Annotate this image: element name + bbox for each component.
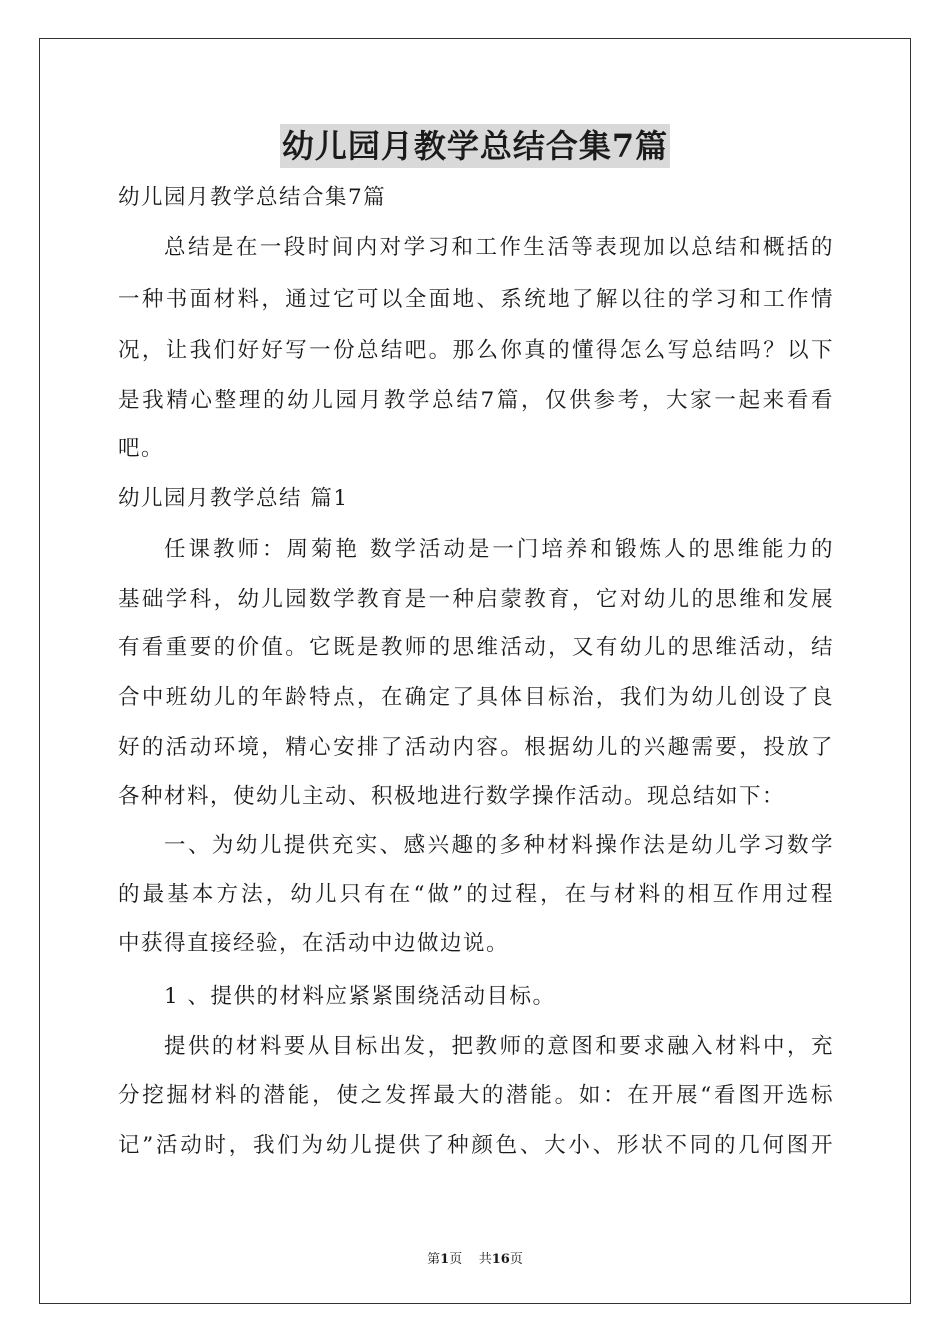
paragraph-line: 一、为幼儿提供充实、感兴趣的多种材料操作法是幼儿学习数学: [164, 833, 834, 858]
paragraph-line: 是我精心整理的幼儿园月教学总结7篇，仅供参考，大家一起来看看: [118, 388, 834, 413]
paragraph-line: 好的活动环境，精心安排了活动内容。根据幼儿的兴趣需要，投放了: [118, 735, 834, 760]
paragraph-line: 的最基本方法，幼儿只有在“做”的过程，在与材料的相互作用过程: [118, 882, 834, 907]
paragraph-line: 吧。: [118, 436, 165, 461]
page-footer: [0, 1248, 950, 1267]
paragraph-line: 总结是在一段时间内对学习和工作生活等表现加以总结和概括的: [164, 235, 834, 260]
total-page-number: 16: [491, 1252, 510, 1267]
paragraph-line: 提供的材料要从目标出发，把教师的意图和要求融入材料中，充: [164, 1034, 834, 1059]
title-container: [0, 124, 950, 168]
paragraph-line: 基础学科，幼儿园数学教育是一种启蒙教育，它对幼儿的思维和发展: [118, 587, 834, 612]
section-heading: 幼儿园月教学总结 篇1: [118, 486, 349, 511]
paragraph-line: 记”活动时，我们为幼儿提供了种颜色、大小、形状不同的几何图开: [118, 1133, 834, 1158]
document-title: 幼儿园月教学总结合集7篇: [280, 124, 670, 168]
paragraph-line: 中获得直接经验，在活动中边做边说。: [118, 931, 510, 956]
paragraph-line: 合中班幼儿的年龄特点，在确定了具体目标治，我们为幼儿创设了良: [118, 685, 834, 710]
list-item: 1 、提供的材料应紧紧围绕活动目标。: [164, 984, 556, 1009]
paragraph-line: 一种书面材料，通过它可以全面地、系统地了解以往的学习和工作情: [118, 287, 834, 312]
paragraph-line: 况，让我们好好写一份总结吧。那么你真的懂得怎么写总结吗？以下: [118, 338, 834, 363]
subtitle-line: 幼儿园月教学总结合集7篇: [118, 185, 387, 210]
page-border: [39, 38, 911, 1304]
paragraph-line: 分挖掘材料的潜能，使之发挥最大的潜能。如：在开展“看图开选标: [118, 1083, 834, 1108]
current-page-number: 1: [440, 1252, 450, 1267]
paragraph-line: 有看重要的价值。它既是教师的思维活动，又有幼儿的思维活动，结: [118, 635, 834, 660]
page-label-suffix: 页: [509, 1252, 523, 1267]
paragraph-line: 各种材料，使幼儿主动、积极地进行数学操作活动。现总结如下：: [118, 784, 786, 809]
page-label-prefix: 第: [427, 1252, 441, 1267]
page-label-mid: 页 共: [449, 1252, 492, 1267]
paragraph-line: 任课教师：周菊艳 数学活动是一门培养和锻炼人的思维能力的: [164, 537, 834, 562]
